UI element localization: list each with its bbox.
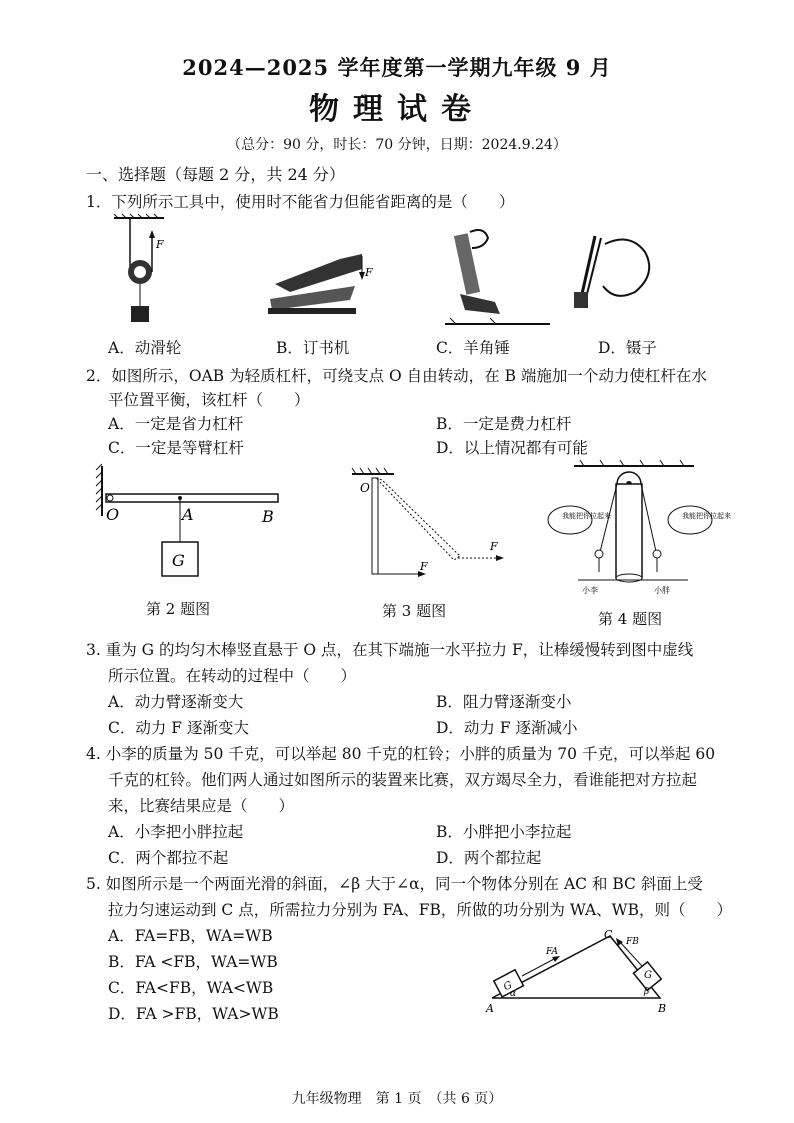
q5-stem-line1: 5. 如图所示是一个两面光滑的斜面，∠β 大于∠α，同一个物体分别在 AC 和 BC 斜面上受: [86, 875, 703, 893]
q4-stem-line1: 4. 小李的质量为 50 千克，可以举起 80 千克的杠铃；小胖的质量为 70 千克，可以举起 60: [86, 745, 716, 763]
fig3-caption: 第 3 题图: [382, 602, 447, 620]
figures-row: [94, 460, 731, 600]
fig4-pulley: [548, 460, 712, 582]
fig4-bubble-right: 我能把你拉起来: [682, 512, 731, 520]
section-heading: 一、选择题（每题 2 分，共 24 分）: [86, 165, 345, 184]
q5-option-a[interactable]: A．FA=FB，WA=WB: [108, 927, 273, 945]
q5-option-b[interactable]: B．FA <FB，WA=WB: [108, 953, 278, 971]
svg-text:B: B: [658, 1002, 667, 1015]
q1-option-d[interactable]: D．镊子: [598, 339, 657, 357]
tweezers-figure: [574, 236, 649, 308]
svg-text:α: α: [510, 989, 517, 999]
q4-stem-line2: 千克的杠铃。他们两人通过如图所示的装置来比赛，双方竭尽全力，看谁能把对方拉起: [108, 771, 698, 789]
q5-option-d[interactable]: D．FA >FB，WA>WB: [108, 1005, 279, 1023]
q2-option-c[interactable]: C．一定是等臂杠杆: [108, 439, 244, 457]
q3-stem-line1: 3. 重为 G 的均匀木棒竖直悬于 O 点，在其下端施一水平拉力 F，让棒缓慢转到图中虚线: [86, 641, 694, 659]
fig2-caption: 第 2 题图: [146, 600, 211, 618]
fig2-lever: [96, 464, 278, 576]
svg-text:FA: FA: [546, 947, 558, 957]
q3-option-c[interactable]: C．动力 F 逐渐变大: [108, 719, 249, 737]
q2-option-d[interactable]: D．以上情况都有可能: [436, 439, 588, 457]
q1-option-c[interactable]: C．羊角锤: [436, 339, 510, 357]
exam-meta: （总分：90 分，时长：70 分钟，日期：2024.9.24）: [227, 137, 567, 153]
q4-option-d[interactable]: D．两个都拉起: [436, 849, 542, 867]
q3-option-a[interactable]: A．动力臂逐渐变大: [108, 693, 244, 711]
q4-option-c[interactable]: C．两个都拉不起: [108, 849, 229, 867]
q2-option-b[interactable]: B．一定是费力杠杆: [436, 415, 572, 433]
stapler-figure: [268, 254, 373, 314]
exam-title-subject: 物理试卷: [309, 92, 485, 127]
q5-block-b-label: G: [644, 970, 652, 981]
svg-text:F: F: [490, 540, 498, 553]
q1-option-a[interactable]: A．动滑轮: [108, 339, 182, 357]
q3-stem-line2: 所示位置。在转动的过程中（ ）: [108, 667, 357, 685]
fig4-name-right: 小胖: [654, 586, 670, 595]
q5-block-a-label: G: [501, 979, 515, 994]
q3-option-d[interactable]: D．动力 F 逐渐减小: [436, 719, 578, 737]
svg-text:C: C: [604, 928, 613, 941]
claw-hammer-figure: [445, 230, 550, 324]
q1-tool-figures: [100, 214, 700, 334]
fig4-bubble-left: 我能把你拉起来: [562, 512, 611, 520]
q1-option-b[interactable]: B．订书机: [276, 339, 350, 357]
fig4-caption: 第 4 题图: [598, 610, 663, 628]
q4-option-a[interactable]: A．小李把小胖拉起: [108, 823, 244, 841]
movable-pulley-figure: [114, 214, 164, 322]
fig2-label-a: A: [182, 505, 194, 524]
q2-stem-line1: 2．如图所示，OAB 为轻质杠杆，可绕支点 O 自由转动，在 B 端施加一个动力使杠杆在水: [86, 367, 707, 385]
q5-option-c[interactable]: C．FA<FB，WA<WB: [108, 979, 274, 997]
q2-stem-line2: 平位置平衡，该杠杆（ ）: [108, 391, 310, 409]
fig2-label-o: O: [106, 505, 120, 524]
svg-text:F: F: [420, 560, 428, 573]
svg-text:F: F: [365, 266, 373, 279]
page-footer: 九年级物理 第 1 页 （共 6 页）: [291, 1091, 503, 1107]
q2-option-a[interactable]: A．一定是省力杠杆: [108, 415, 244, 433]
fig3-rod: [352, 468, 504, 577]
q5-stem-line2: 拉力匀速运动到 C 点，所需拉力分别为 FA、FB，所做的功分别为 WA、WB，则（ ）: [108, 901, 732, 919]
svg-text:A: A: [486, 1002, 494, 1015]
q4-stem-line3: 来，比赛结果应是（ ）: [108, 797, 295, 815]
svg-text:FB: FB: [626, 937, 639, 947]
q1-stem: 1．下列所示工具中，使用时不能省力但能省距离的是（ ）: [86, 193, 515, 211]
svg-text:O: O: [360, 481, 370, 495]
fig2-label-b: B: [262, 507, 274, 526]
fig2-label-g: G: [172, 551, 185, 570]
q3-option-b[interactable]: B．阻力臂逐渐变小: [436, 693, 572, 711]
exam-title-line1: 2024—2025 学年度第一学期九年级 9 月: [182, 55, 612, 80]
svg-text:β: β: [644, 987, 650, 997]
q5-incline-figure: [484, 928, 684, 1014]
svg-text:F: F: [156, 238, 164, 251]
fig4-name-left: 小李: [582, 586, 598, 595]
q4-option-b[interactable]: B．小胖把小李拉起: [436, 823, 572, 841]
